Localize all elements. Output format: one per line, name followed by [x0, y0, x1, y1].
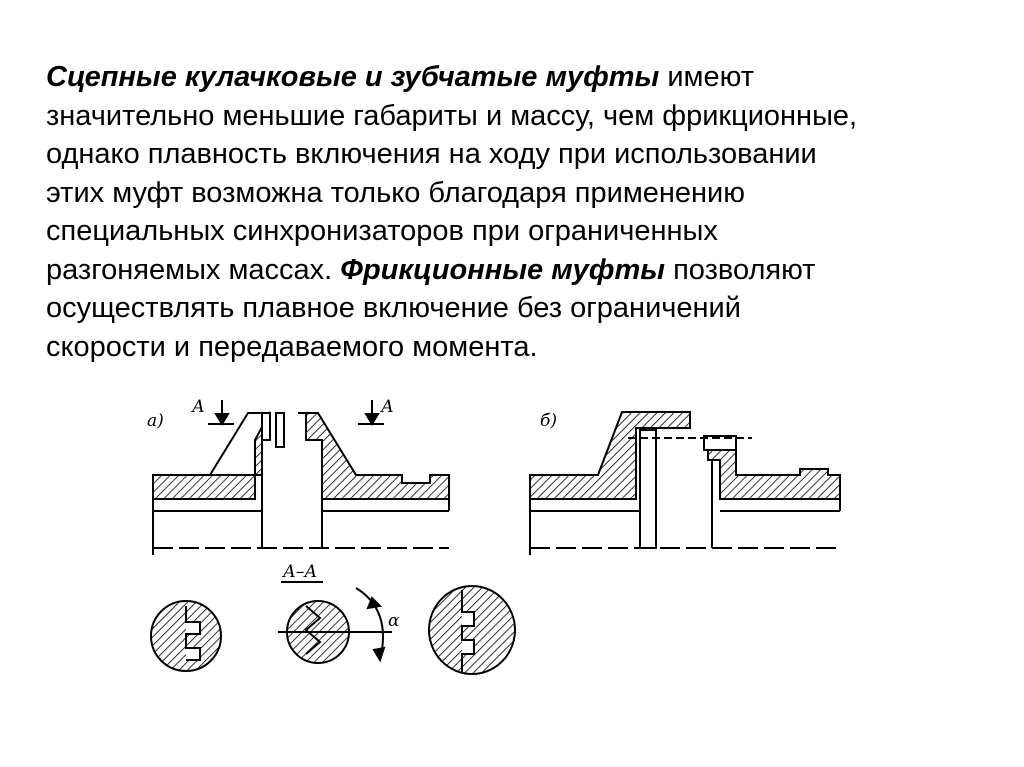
text-line-5: специальных синхронизаторов при ограниченных [46, 215, 718, 247]
label-b: б) [540, 411, 558, 431]
section-arrow-label-right: А [381, 397, 394, 417]
end-view-left [151, 601, 221, 671]
term-friction-clutches: Фрикционные муфты [340, 253, 666, 286]
text-line-4: этих муфт возможна только благодаря применению [46, 176, 746, 209]
claw-clutch-view [153, 412, 449, 555]
right-half-coupling [298, 413, 449, 499]
section-label: А–А [283, 562, 318, 582]
left-half-coupling [153, 412, 270, 499]
label-a: а) [147, 411, 164, 431]
toothed-clutch-view [530, 412, 840, 555]
text-line-6-start: разгоняемых массах. [46, 253, 341, 286]
section-arrow-label-left: А [192, 397, 205, 417]
end-view-right [429, 586, 515, 674]
text-line-2: значительно меньшие габариты и массу, чем фрикционные, [46, 99, 858, 132]
text-line-1-rest: имеют [659, 61, 754, 93]
section-arrows [208, 400, 384, 424]
text-line-7: осуществлять плавное включение без ограничений [46, 292, 741, 324]
text-line-8: скорости и передаваемого момента. [46, 330, 538, 363]
text-line-3: однако плавность включения на ходу при использовании [46, 138, 817, 170]
text-line-6-rest: позволяют [665, 253, 816, 286]
angle-label: α [388, 611, 400, 631]
right-toothed-half [708, 450, 840, 499]
term-claw-clutches: Сцепные кулачковые и зубчатые муфты [46, 61, 660, 93]
section-view-center [278, 588, 392, 663]
